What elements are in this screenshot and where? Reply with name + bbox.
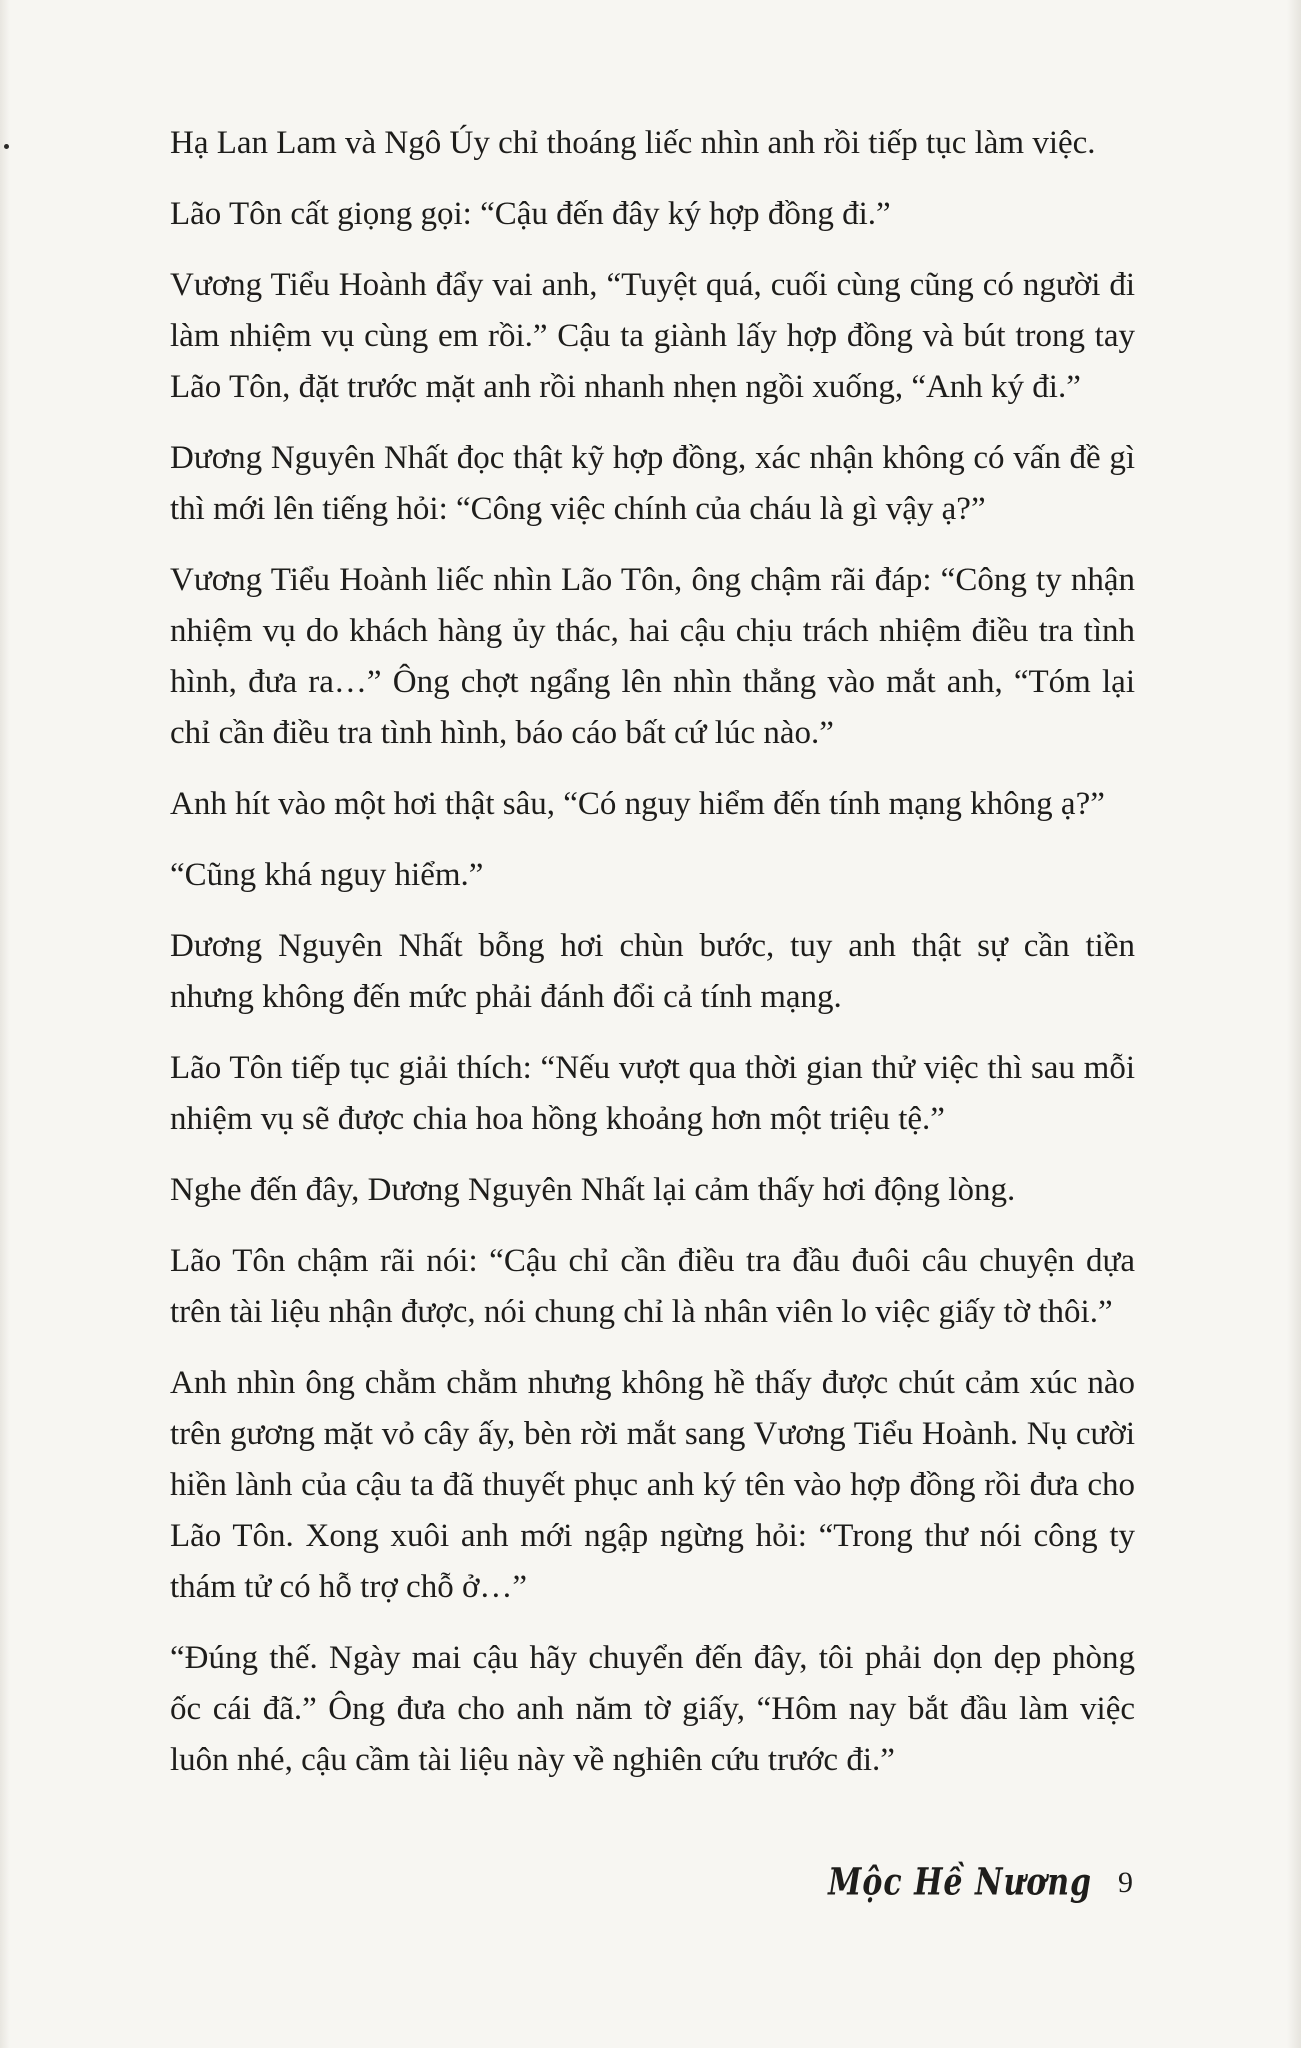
paragraph-8: Dương Nguyên Nhất bỗng hơi chùn bước, tuy anh thật sự cần tiền nhưng không đến mức phải đánh đổi cả tính mạng. — [170, 928, 1135, 1015]
paragraph-7: “Cũng khá nguy hiểm.” — [170, 857, 484, 893]
paragraph-12: Anh nhìn ông chằm chằm nhưng không hề thấy được chút cảm xúc nào trên gương mặt vỏ cây ấy, bèn rời mắt sang Vương Tiểu Hoành. Nụ cười hiền lành của cậu ta đã thuyết phục anh ký tên vào hợp đồng rồi đưa cho Lão Tôn. Xong xuôi anh mới ngập ngừng hỏi: “Trong thư nói công ty thám tử có hỗ trợ chỗ ở…” — [170, 1365, 1135, 1605]
paragraph-4: Dương Nguyên Nhất đọc thật kỹ hợp đồng, xác nhận không có vấn đề gì thì mới lên tiếng hỏi: “Công việc chính của cháu là gì vậy ạ?” — [170, 440, 1135, 527]
paragraph-13: “Đúng thế. Ngày mai cậu hãy chuyển đến đây, tôi phải dọn dẹp phòng ốc cái đã.” Ông đưa cho anh năm tờ giấy, “Hôm nay bắt đầu làm việc luôn nhé, cậu cầm tài liệu này về nghiên cứu trước đi.” — [170, 1640, 1135, 1778]
page-edge-right — [1287, 0, 1301, 2048]
book-title: Mộc Hề Nương — [828, 1860, 1092, 1905]
paragraph-9: Lão Tôn tiếp tục giải thích: “Nếu vượt qua thời gian thử việc thì sau mỗi nhiệm vụ sẽ được chia hoa hồng khoảng hơn một triệu tệ.” — [170, 1050, 1135, 1137]
paragraph-5: Vương Tiểu Hoành liếc nhìn Lão Tôn, ông chậm rãi đáp: “Công ty nhận nhiệm vụ do khách hàng ủy thác, hai cậu chịu trách nhiệm điều tra tình hình, đưa ra…” Ông chợt ngẩng lên nhìn thẳng vào mắt anh, “Tóm lại chỉ cần điều tra tình hình, báo cáo bất cứ lúc nào.” — [170, 562, 1135, 751]
page-number: 9 — [1118, 1866, 1133, 1899]
paragraph-11: Lão Tôn chậm rãi nói: “Cậu chỉ cần điều tra đầu đuôi câu chuyện dựa trên tài liệu nhận được, nói chung chỉ là nhân viên lo việc giấy tờ thôi.” — [170, 1243, 1135, 1330]
page-edge-left — [0, 0, 10, 2048]
paragraph-1: Hạ Lan Lam và Ngô Úy chỉ thoáng liếc nhìn anh rồi tiếp tục làm việc. — [170, 125, 1096, 161]
paragraph-2: Lão Tôn cất giọng gọi: “Cậu đến đây ký hợp đồng đi.” — [170, 196, 891, 232]
paragraph-3: Vương Tiểu Hoành đẩy vai anh, “Tuyệt quá, cuối cùng cũng có người đi làm nhiệm vụ cùng em rồi.” Cậu ta giành lấy hợp đồng và bút trong tay Lão Tôn, đặt trước mặt anh rồi nhanh nhẹn ngồi xuống, “Anh ký đi.” — [170, 267, 1135, 405]
paragraph-10: Nghe đến đây, Dương Nguyên Nhất lại cảm thấy hơi động lòng. — [170, 1172, 1016, 1208]
page-footer — [828, 1860, 1133, 1905]
paragraph-6: Anh hít vào một hơi thật sâu, “Có nguy hiểm đến tính mạng không ạ?” — [170, 786, 1105, 822]
body-text — [170, 118, 1135, 1806]
margin-mark — [4, 144, 9, 149]
